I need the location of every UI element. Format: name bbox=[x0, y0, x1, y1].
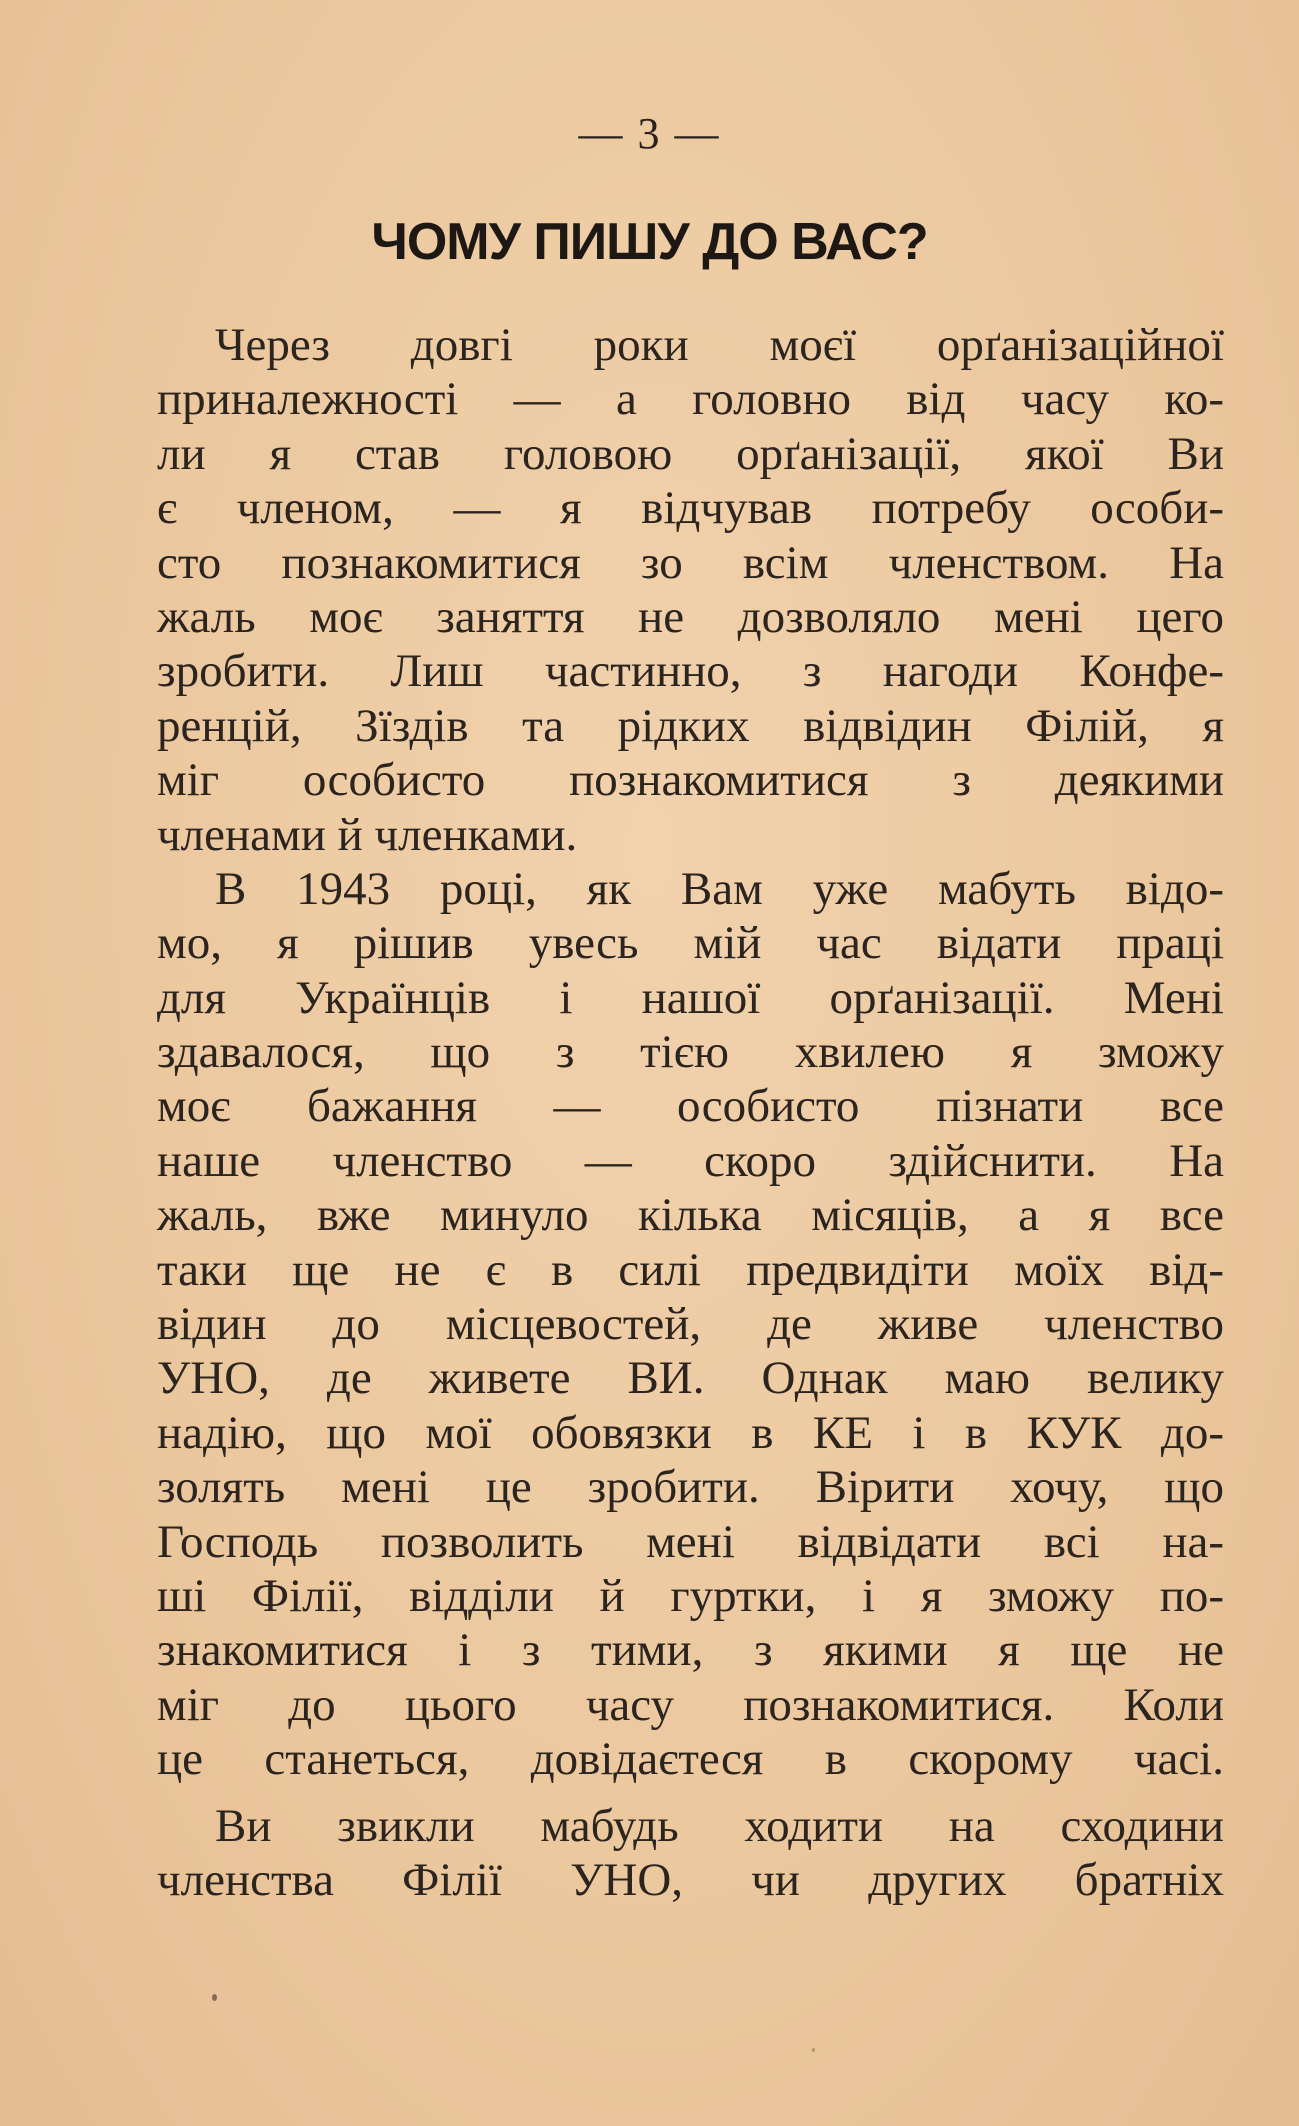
text-line: знакомитися і з тими, з якими я ще не bbox=[157, 1624, 1224, 1677]
paragraph-3 bbox=[157, 1799, 1224, 1908]
text-line: сто познакомитися зо всім членством. На bbox=[157, 536, 1224, 589]
page-number: — 3 — bbox=[578, 109, 721, 158]
text-line: членства Філії УНО, чи других братніх bbox=[157, 1853, 1224, 1906]
text-line: Через довгі роки моєї орґанізаційної bbox=[215, 319, 1224, 371]
text-line: ші Філії, відділи й гуртки, і я зможу по- bbox=[157, 1569, 1224, 1622]
text-line: міг до цього часу познакомитися. Коли bbox=[157, 1678, 1224, 1731]
ink-speck bbox=[812, 2048, 815, 2052]
text-line: для Українців і нашої орґанізації. Мені bbox=[157, 971, 1224, 1024]
text-line: ренцій, Зїздів та рідких відвідин Філій, я bbox=[157, 699, 1224, 752]
text-line: золять мені це зробити. Вірити хочу, що bbox=[157, 1461, 1224, 1514]
paragraph-2 bbox=[157, 862, 1224, 1787]
text-line: УНО, де живете ВИ. Однак маю велику bbox=[157, 1352, 1224, 1405]
text-line: наше членство — скоро здійснити. На bbox=[157, 1134, 1224, 1187]
page-title: ЧОМУ ПИШУ ДО ВАС? bbox=[371, 213, 928, 271]
text-line: приналежності — а головно від часу ко- bbox=[157, 373, 1224, 426]
text-line: Ви звикли мабудь ходити на сходини bbox=[215, 1799, 1224, 1852]
body-text bbox=[157, 318, 1224, 1907]
paragraph-1 bbox=[157, 318, 1224, 862]
text-line: членами й членками. bbox=[157, 808, 578, 861]
text-line: жаль моє заняття не дозволяло мені цего bbox=[157, 590, 1224, 643]
ink-speck bbox=[212, 1994, 217, 2001]
text-line: надію, що мої обовязки в КЕ і в КУК до- bbox=[157, 1406, 1224, 1459]
text-line: ли я став головою орґанізації, якої Ви bbox=[157, 427, 1224, 480]
text-line: таки ще не є в силі предвидіти моїх від- bbox=[157, 1243, 1224, 1296]
text-line: здавалося, що з тією хвилею я зможу bbox=[157, 1026, 1224, 1079]
text-line: міг особисто познакомитися з деякими bbox=[157, 754, 1224, 807]
text-line: відин до місцевостей, де живе членство bbox=[157, 1298, 1224, 1351]
text-line: жаль, вже минуло кілька місяців, а я все bbox=[157, 1189, 1224, 1242]
text-line: моє бажання — особисто пізнати все bbox=[157, 1080, 1224, 1133]
text-line: є членом, — я відчував потребу особи- bbox=[157, 482, 1224, 535]
paragraph-spacer bbox=[157, 1787, 1224, 1799]
text-line: мо, я рішив увесь мій час відати праці bbox=[157, 917, 1224, 970]
text-line: В 1943 році, як Вам уже мабуть відо- bbox=[215, 862, 1224, 915]
text-line: це станеться, довідаєтеся в скорому часі. bbox=[157, 1733, 1224, 1786]
text-line: зробити. Лиш частинно, з нагоди Конфе- bbox=[157, 645, 1224, 698]
text-line: Господь позволить мені відвідати всі на- bbox=[157, 1515, 1224, 1568]
